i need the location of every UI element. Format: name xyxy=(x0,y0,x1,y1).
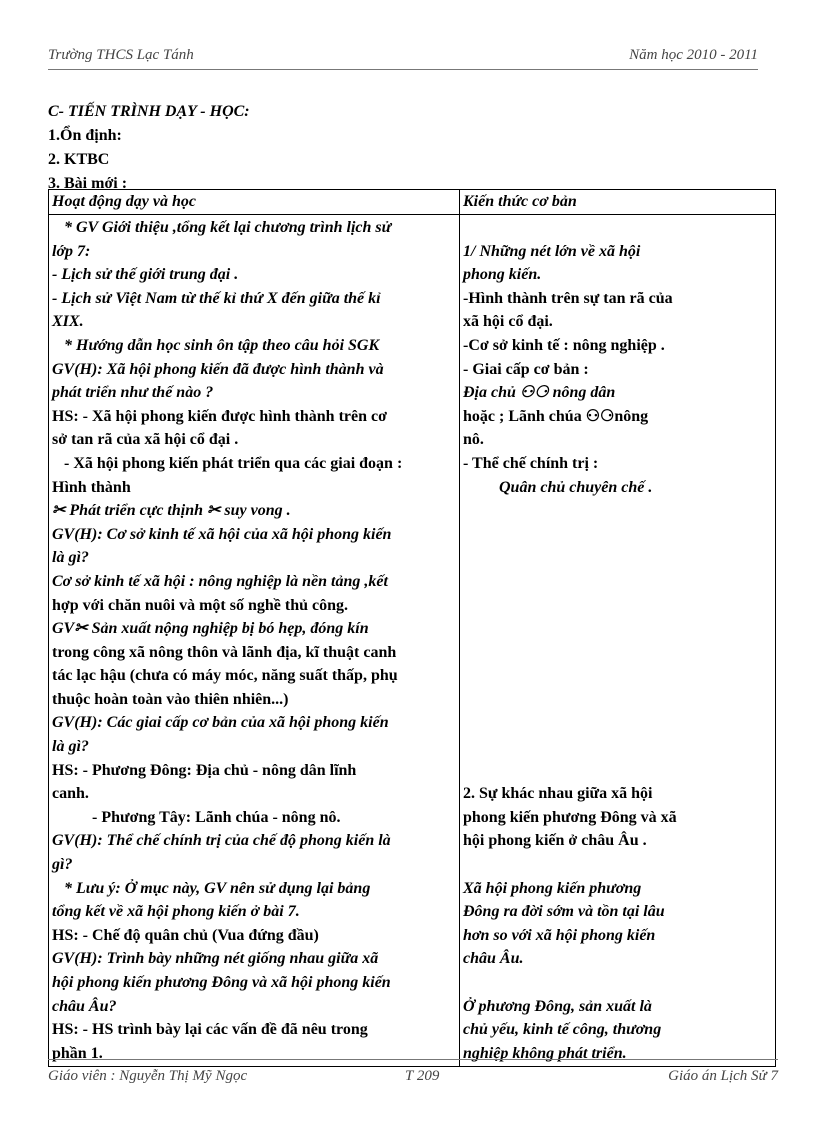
text-line: -Cơ sở kinh tế : nông nghiệp . xyxy=(463,336,665,354)
text-line: - Lịch sử Việt Nam từ thế kỉ thứ X đến giữa thế kỉ xyxy=(52,289,381,307)
text-line: tác lạc hậu (chưa có máy móc, năng suất thấp, phụ xyxy=(52,667,398,685)
text-line: GV✂ Sản xuất nộng nghiệp bị bó hẹp, đóng kín xyxy=(52,620,369,638)
text-line: phong kiến phương Đông và xã xyxy=(463,808,677,826)
text-line: trong công xã nông thôn và lãnh địa, kĩ thuật canh xyxy=(52,643,397,661)
text-line: hơn so với xã hội phong kiến xyxy=(463,926,656,944)
text-line: HS: - Xã hội phong kiến được hình thành trên cơ xyxy=(52,407,387,425)
text-line: hoặc ; Lãnh chúa ⚇⚆nông xyxy=(463,407,649,425)
text-line: tổng kết về xã hội phong kiến ở bài 7. xyxy=(52,903,300,921)
text-line: 2. Sự khác nhau giữa xã hội xyxy=(463,785,653,803)
section-title: C- TIẾN TRÌNH DẠY - HỌC: xyxy=(48,103,250,120)
text-line: * GV Giới thiệu ,tổng kết lại chương trình lịch sử xyxy=(64,219,392,236)
text-line: phần 1. xyxy=(52,1044,103,1062)
text-line: phát triển như thế nào ? xyxy=(52,384,214,402)
text-line: gì? xyxy=(52,856,73,874)
text-line: Địa chủ ⚇⚆ nông dân xyxy=(463,384,616,402)
page-header xyxy=(48,47,758,70)
text-line: HS: - HS trình bày lại các vấn đề đã nêu trong xyxy=(52,1021,368,1039)
text-line: GV(H): Thể chế chính trị của chế độ phong kiến là xyxy=(52,832,391,850)
text-line: Ở phương Đông, sản xuất là xyxy=(463,997,652,1015)
step-3: 3. Bài mới : xyxy=(48,175,128,192)
text-line: GV(H): Cơ sở kinh tế xã hội của xã hội phong kiến xyxy=(52,525,392,543)
text-line: XIX. xyxy=(52,313,84,331)
text-line: - Xã hội phong kiến phát triển qua các giai đoạn : xyxy=(64,454,403,472)
text-line: Quân chủ chuyên chế . xyxy=(499,478,653,496)
text-line: là gì? xyxy=(52,738,89,756)
teacher-name: Giáo viên : Nguyễn Thị Mỹ Ngọc xyxy=(48,1068,248,1084)
school-name: Trường THCS Lạc Tánh xyxy=(48,47,194,63)
text-line: thuộc hoàn toàn vào thiên nhiên...) xyxy=(52,690,289,708)
step-2: 2. KTBC xyxy=(48,151,110,168)
col-header-activities: Hoạt động dạy và học xyxy=(49,190,460,215)
text-line: - Giai cấp cơ bản : xyxy=(463,360,589,378)
text-line: lớp 7: xyxy=(52,242,91,260)
text-line: GV(H): Trình bày những nét giống nhau giữa xã xyxy=(52,950,379,968)
text-line: phong kiến. xyxy=(463,266,542,284)
text-line: * Hướng dẫn học sinh ôn tập theo câu hỏi SGK xyxy=(64,336,380,354)
text-line: hội phong kiến ở châu Âu . xyxy=(463,832,647,850)
page-number: T 209 xyxy=(405,1068,440,1084)
step-1: 1.Ổn định: xyxy=(48,127,122,144)
text-line: nô. xyxy=(463,431,484,449)
text-line: GV(H): Các giai cấp cơ bản của xã hội phong kiến xyxy=(52,714,389,732)
text-line: hội phong kiến phương Đông và xã hội phong kiến xyxy=(52,974,391,991)
text-line: 1/ Những nét lớn về xã hội xyxy=(463,242,641,260)
text-line: nghiệp không phát triển. xyxy=(463,1044,627,1062)
text-line: -Hình thành trên sự tan rã của xyxy=(463,289,673,307)
knowledge-cell xyxy=(460,215,776,1067)
activities-cell xyxy=(49,215,460,1067)
lesson-table xyxy=(48,189,776,1067)
text-line: Xã hội phong kiến phương xyxy=(463,879,642,897)
text-line: - Phương Tây: Lãnh chúa - nông nô. xyxy=(92,808,341,826)
text-line: Đông ra đời sớm và tồn tại lâu xyxy=(463,903,665,921)
text-line: - Lịch sử thế giới trung đại . xyxy=(52,266,239,284)
text-line: Cơ sở kinh tế xã hội : nông nghiệp là nền tảng ,kết xyxy=(52,572,388,590)
text-line: xã hội cổ đại. xyxy=(463,313,553,331)
table-header-row xyxy=(49,190,776,215)
text-line: HS: - Chế độ quân chủ (Vua đứng đầu) xyxy=(52,926,319,944)
text-line: chủ yếu, kinh tế công, thương xyxy=(463,1021,662,1039)
table-body-row xyxy=(49,215,776,1067)
page-footer xyxy=(48,1059,778,1084)
subject-name: Giáo án Lịch Sử 7 xyxy=(668,1068,778,1084)
text-line: châu Âu? xyxy=(52,997,117,1015)
lesson-section xyxy=(48,100,250,196)
text-line: canh. xyxy=(52,785,89,803)
text-line: sở tan rã của xã hội cổ đại . xyxy=(52,431,239,449)
text-line: ✂ Phát triển cực thịnh ✂ suy vong . xyxy=(52,502,291,520)
school-year: Năm học 2010 - 2011 xyxy=(629,47,758,63)
text-line: hợp với chăn nuôi và một số nghề thủ công. xyxy=(52,596,349,614)
text-line: châu Âu. xyxy=(463,950,524,968)
text-line: GV(H): Xã hội phong kiến đã được hình thành và xyxy=(52,360,384,378)
text-line: Hình thành xyxy=(52,478,131,496)
text-line: là gì? xyxy=(52,549,89,567)
text-line: - Thể chế chính trị : xyxy=(463,454,599,472)
text-line: HS: - Phương Đông: Địa chủ - nông dân lĩnh xyxy=(52,761,357,779)
text-line: * Lưu ý: Ở mục này, GV nên sử dụng lại bảng xyxy=(64,879,371,897)
col-header-knowledge: Kiến thức cơ bản xyxy=(460,190,776,215)
